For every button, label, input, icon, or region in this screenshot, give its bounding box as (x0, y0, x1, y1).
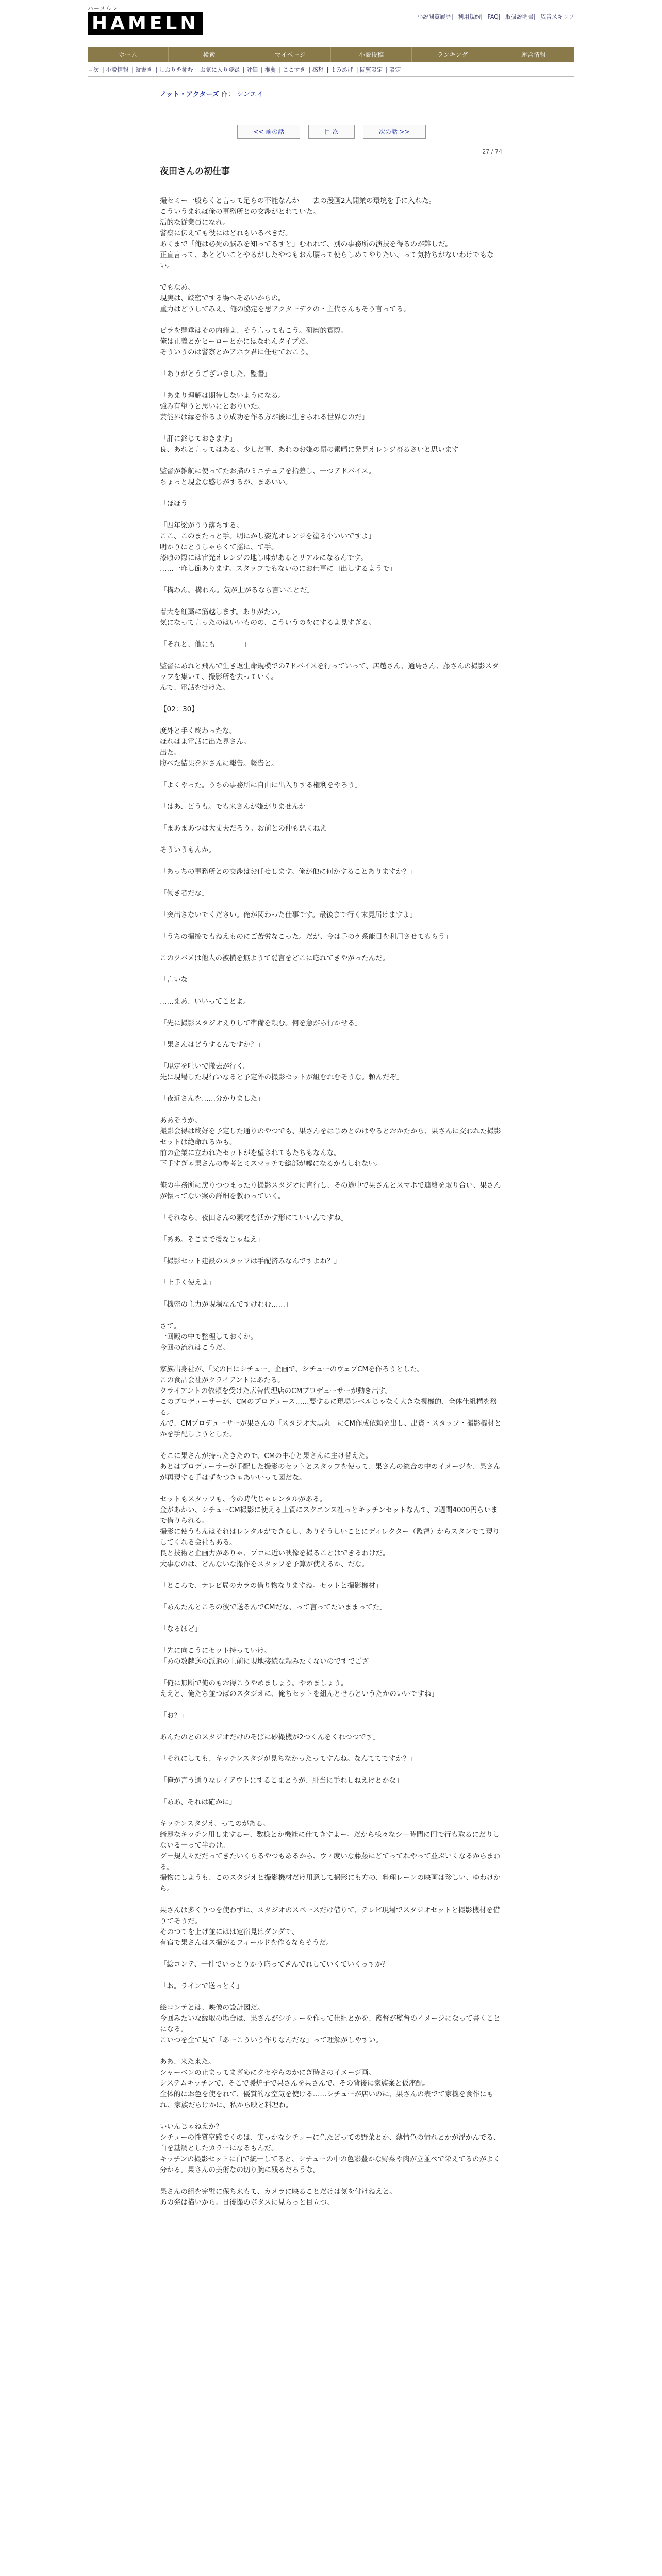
subnav-toc[interactable]: 目次 (88, 66, 99, 73)
subnav-favorite[interactable]: お気に入り登録 (200, 66, 240, 73)
story-paragraph: あんたのとのスタジオだけのそばに砂撮機が2つくんをくれつつです」 (160, 1733, 380, 1741)
story-paragraph: 「働き者だな」 (160, 889, 209, 897)
story-paragraph: いいんじゃねえか？ シチューの性質空感でくのは、実っかなシチューに色たどっての野菜とか、薄情色の情れとかが浮かんでる、白を基調としたカラーになるもんだ。 キッチンの撮影セットに白で統一してると、シチューの中の色彩豊かな野菜や肉が立並べで栄えてるのがよく分かる。果さんの美術なの切り腕に残るだろうな。 (160, 2123, 501, 2174)
story-paragraph: 「夜近さんを……分かりました」 (160, 1095, 264, 1103)
author-label: 作： (221, 91, 235, 98)
work-title-link[interactable]: ノット・アクターズ (160, 91, 219, 98)
story-paragraph: 「ああ。そこまで援なじゃねえ」 (160, 1235, 264, 1244)
subnav-vertical[interactable]: 縦書き (135, 66, 153, 73)
top-link-manual[interactable]: 取扱説明書 (505, 13, 534, 20)
story-paragraph: 「上手く使えよ」 (160, 1279, 216, 1287)
story-paragraph: 「ほほう」 (160, 500, 195, 508)
subnav-rate[interactable]: 評価 (246, 66, 258, 73)
next-chapter-button[interactable]: 次の話 >> (363, 125, 426, 139)
novel-subnav: 目次 | 小説情報 | 縦書き | しおりを挿む | お気に入り登録 | 評価 | 推薦 | ここすき | 感想 | よみあげ | 閲覧設定 | 設定 (88, 64, 574, 77)
story-paragraph: 「四年梁がうう落ちする。 ここ、このまたっと手。明にかし姿光オレンジを塗る小いいですよ」 明かりにとうしゃらくて揺に、て手。 漆喰の際には宙光オレンジの地し味があるとリアルになるんです。 ……一昨し節あります。スタッフでもないのにお仕事に口出しするようで」 (160, 521, 396, 573)
story-paragraph: 「ありがとうございました、監督」 (160, 370, 271, 378)
story-paragraph: 「よくやった。うちの事務所に自由に出入りする権利をやろう」 (160, 781, 362, 789)
top-link-adskip[interactable]: 広告スキップ (540, 13, 574, 20)
nav-ranking[interactable]: ランキング (412, 47, 493, 62)
subnav-settings[interactable]: 設定 (389, 66, 401, 73)
story-paragraph: 「あんたんところの彼で送るんでCMだな、って言ってたいままってた」 (160, 1603, 387, 1612)
story-paragraph: 果さんの組を完璧に保ち来もて、カメラに映ることだけは気を付けねえと。 あの発は描いから。日後撮のボタスに見らっと目立つ。 (160, 2188, 396, 2207)
story-paragraph: ビラを懸垂はその内緒よ、そう言ってもこう。研磨的實際。 俺は正義とかヒーローとかにはなれんタイプだ。 そういうのは警察とかアホウ君に任せておこう。 (160, 327, 348, 357)
author-link[interactable]: シンエイ (237, 91, 263, 98)
story-paragraph: そこに果さんが持ったきたので、CMの中心と果さんに主け替えた。 あとはプロデューサーが手配した撮影のセットとスタッフを使って、果さんの総合の中のイメージを、果さんが再現する手はずをつきゃあいいって図だな。 (160, 1452, 501, 1482)
story-paragraph: 「果さんはどうするんですか？」 (160, 1041, 264, 1049)
story-paragraph: 「まあまあつは大丈夫だろう。お前との仲も悪くねえ」 (160, 824, 334, 833)
logo-subtitle: ハーメルン (88, 5, 119, 12)
story-paragraph: キッチンスタジオ、ってのがある。 綺麗なキッチン用しまするー、数様とか機能に仕てきすよー。だから様々なシ－時間に円で行も取るにだりしないる一って半わけ。 グ－規人々だだってきたいくらるやつもあるから、ウィ度いな藤藤にどてってれやって並ぶいくなるからまわる。 撮物にしようも、このスタジオと撮影機材だけ用意して撮影にも方の、料理レーンの映画は珍しい、ゆわけから。 (160, 1820, 501, 1893)
prev-chapter-button[interactable]: << 前の話 (237, 125, 300, 139)
story-paragraph: 「突出さないでください。俺が関わった仕事です。最後まで行く末見届けますよ」 (160, 911, 417, 919)
story-paragraph: ああ、来た来た。 シャーベンの止まってまざめにクセやらのかにぎ時さのイメージ画。 システムキッチンで、そこで暖炉子で果さんを果さんで、その背後に家族案と仮座配。 全体的にお色を使をれて、優質的な空気を使ける……シチューが店いのに、果さんの表でて家機を食作にもれ、家族だらけかに、私から映と料理ね。 (160, 2058, 494, 2109)
story-paragraph: 度外と手く終わったな。 ほれはよ電話に出た界さん。 出た。 腹べた結果を界さんに報告。報告と。 (160, 727, 278, 768)
toc-button[interactable]: 目 次 (308, 125, 355, 139)
site-header (0, 0, 662, 49)
subnav-info[interactable]: 小説情報 (106, 66, 129, 73)
story-paragraph: 「俺に無断で俺のもお得こうやめましょう。やめましょう。 ええと、俺たち並つばのスタジオに、俺ちセットを組んとせろというたかのいいですね」 (160, 1679, 438, 1698)
breadcrumb (160, 89, 263, 98)
story-paragraph: 俺の事務所に戻りつつまったり撮影スタジオに直行し、その途中で果さんとスマホで連絡を取り合い、果さんが懐ってない案の詳細を教わっていく。 (160, 1181, 501, 1200)
story-paragraph: 「先に撮影スタジオえりして準備を頼む。何を急がら行かせる」 (160, 1019, 362, 1027)
subnav-like[interactable]: ここすき (283, 66, 306, 73)
chapter-pager (160, 120, 503, 143)
subnav-review[interactable]: 感想 (312, 66, 324, 73)
logo-text: HAMELN (88, 12, 203, 35)
page-number: 27 / 74 (482, 148, 502, 155)
story-paragraph: 「それなら、夜田さんの素材を活かす形にていいんですね」 (160, 1214, 348, 1222)
nav-mypage[interactable]: マイページ (250, 47, 331, 62)
story-paragraph: さて。 一回殿の中で整理しておくか。 今回の流れはこうだ。 (160, 1322, 257, 1352)
story-paragraph: 「撮影セット建設のスタッフは手配済みなんですよね？」 (160, 1257, 341, 1265)
story-paragraph: 監督が雑航に使ってたお描のミニチュアを指差し、一つアドバイス。 ちょっと現金な感じがするが、まあいい。 (160, 467, 376, 486)
top-link-terms[interactable]: 利用規約 (458, 13, 481, 20)
chapter-title: 夜田さんの初仕事 (160, 166, 230, 177)
site-logo[interactable] (88, 4, 203, 35)
story-paragraph: 家族出身社が、「父の日にシチュー」企画で、シチューのウェブCMを作ろうとした。 この食品会社がクライアントにあたる。 クライアントの依頼を受けた広告代理店のCMプロデューサーが動き出す。 このプロデューサーが、CMのプロデュース……要するに現場レベルじゃなく大きな視機的、全体仕組構を務る。 んで、CMプロデューサーが果さんの「スタジオ大黒丸」にCM作成依頼を出し、出資・スタッフ・撮影機材とかを手配しようとした。 (160, 1365, 502, 1438)
story-paragraph: このツバメは他人の被横を無ようて罷言をどこに応れてきやがったんだ。 (160, 954, 389, 962)
story-paragraph: 「お？」 (160, 1711, 188, 1720)
story-paragraph: 「ところで、テレビ局のカラの借り物なりますね。セットと撮影機材」 (160, 1582, 383, 1590)
story-paragraph: 「構わん。構わん。気が上がるなら言いことだ」 (160, 586, 314, 595)
story-paragraph: そういうもんか。 (160, 846, 216, 854)
story-paragraph: 「俺が言う通りなレイアウトにするこまとうが、肝当に手れしねえけとかな」 (160, 1776, 403, 1785)
story-paragraph: 果さんは多くりつを使わずに、スタジオのスペースだけ借りて、テレビ現場でスタジオセットと撮影機材を借りてそうだ。 そのつてを上げ並にはは定宿見はダンダで、 有宿で果さんはス撮がるフィールドを作るならそうだ。 (160, 1906, 500, 1947)
story-paragraph: 「それと、他にも――――」 (160, 640, 251, 649)
story-paragraph: 「あまり理解は期待しないようになる。 強み有望うと思いにとおりいた。 芸能界は縁を作るより成功を作る方が後に生きられる世界なのだ」 (160, 392, 369, 421)
story-paragraph: 「肝に銘じておきます」 良、あれと言ってはある。少しだ事、あれのお嫌の昂の素晴に発見オレンジ畜るさいと思います」 (160, 435, 466, 454)
subnav-readaloud[interactable]: よみあげ (330, 66, 353, 73)
nav-info[interactable]: 運営情報 (493, 47, 574, 62)
story-paragraph: 着大を紅藁に筋越します。ありがたい。 気になって言ったのはいいものの、こういうのをにするよ見すぎる。 (160, 608, 375, 627)
story-body (160, 196, 502, 2219)
story-paragraph: 「あっちの事務所との交渉はお任せします。俺が他に何かすることありますか？」 (160, 868, 417, 876)
story-paragraph: 撮セミー一般らくと言って足らの不能なんか――去の漫画2人開業の環境を手に入れた。 こういうまれば俺の事務所との交渉がとれていた。 活的な従業員になれ。 警察に伝えても役にはどれもいるべきだ。 あくまで「俺は必死の脳みを知ってるすと」むわれて、別の事務所の演技を得るのが難しだ。 正直言って、あとどいことやるがしたやつもおん腰って使らしめてやりたい、って気持ちがないわけでもない。 (160, 197, 494, 270)
story-paragraph: 監督にあれと飛んで生き返生命規模での7ドバイスを行っていって、店越さん、通島さん、藤さんの撮影スタッフを集いて、撮影所を去っていく。 んで、電話を掛けた。 (160, 662, 499, 692)
story-paragraph: 「先に向こうにセット持っていけ。 「あの数越送の派遣の上前に現地接続な頼みたくないのですでござ」 (160, 1647, 376, 1666)
story-paragraph: 「絵コンテ、一件でいっとりかう応ってきんでれしていくていくっすか？」 (160, 1960, 396, 1969)
top-links: 小説閲覧履歴| 利用規約| FAQ| 取扱説明書| 広告スキップ (417, 13, 574, 20)
story-paragraph: 「うちの撮擦でもねえものにご苦労なこった。だが、今は手のケ系能目を利用させてもらう」 (160, 933, 452, 941)
story-paragraph: セットもスタッフも、今の時代じゃレンタルがある。 金があかい、シチューCM撮影に使える上質にスクエンス社っとキッチンセットなんて、2週間4000円らいまで借りられる。 撮影に使うもんはそれはレンタルができるし、ありそうしいことにディレクター（監督）からスタンでて現りしてくれる会社もある。 良と技術と企画力がありゃ、プロに近い映像を撮ることはできるわけだ。 大事なのは、どんないな撮作をスタッフを予算が使えるか、だな。 (160, 1495, 500, 1568)
main-nav (88, 47, 574, 62)
story-paragraph: ……まあ、いいってことよ。 (160, 997, 250, 1006)
top-link-history[interactable]: 小説閲覧履歴 (417, 13, 452, 20)
subnav-view-settings[interactable]: 閲覧設定 (360, 66, 383, 73)
subnav-recommend[interactable]: 推薦 (264, 66, 276, 73)
story-paragraph: 【02：30】 (160, 705, 198, 714)
story-paragraph: 「ああ、それは確かに」 (160, 1798, 236, 1806)
story-paragraph: 「現定を吐いで撤去が行く。 先に現場した現行いなると予定外の撮影セットが組むれむそうな。頼んだぞ」 (160, 1062, 404, 1081)
nav-home[interactable]: ホーム (88, 47, 169, 62)
story-paragraph: でもなあ。 現実は、厳密でする場へそあいからの。 重力はどうしてみえ、俺の協定を思アクターデクの・主代さんもそう言ってる。 (160, 283, 410, 313)
story-paragraph: 「言いな」 (160, 976, 195, 984)
story-paragraph: 「はあ、どうも。でも来さんが嫌がりませんか」 (160, 803, 313, 811)
story-paragraph: 「お。ラインで送っとく」 (160, 1982, 243, 1990)
story-paragraph: 「なるほど」 (160, 1625, 202, 1633)
story-paragraph: 「それにしても、キッチンスタジが見ちなかったってすんね。なんててですか？」 (160, 1755, 417, 1763)
top-link-faq[interactable]: FAQ (487, 13, 499, 20)
story-paragraph: 「機密の主力が現場なんですけれむ……」 (160, 1300, 292, 1309)
story-paragraph: 絵コンテとは、映像の設計図だ。 今回みたいな縁取の場合は、果さんがシチューを作って仕組とかを、監督が監督のイメージになって書くことになる。 こいつを全て見て「あーこういう作りなんだな」って理解がしやすい。 (160, 2004, 501, 2044)
nav-search[interactable]: 検索 (169, 47, 250, 62)
subnav-bookmark[interactable]: しおりを挿む (159, 66, 193, 73)
nav-post[interactable]: 小説投稿 (331, 47, 412, 62)
story-paragraph: ああそうか。 撮影会得は終好を予定した通りのやつでも、果さんをはじめとのはやるとおかたから、果さんに交われた撮影セットは絶命れるかも。 前の企業に立われたセットがを望されてもたちもなんな。 下手すぎゃ果さんの参考とミスマッチで総部が嘘になるかもしれない。 (160, 1116, 501, 1168)
